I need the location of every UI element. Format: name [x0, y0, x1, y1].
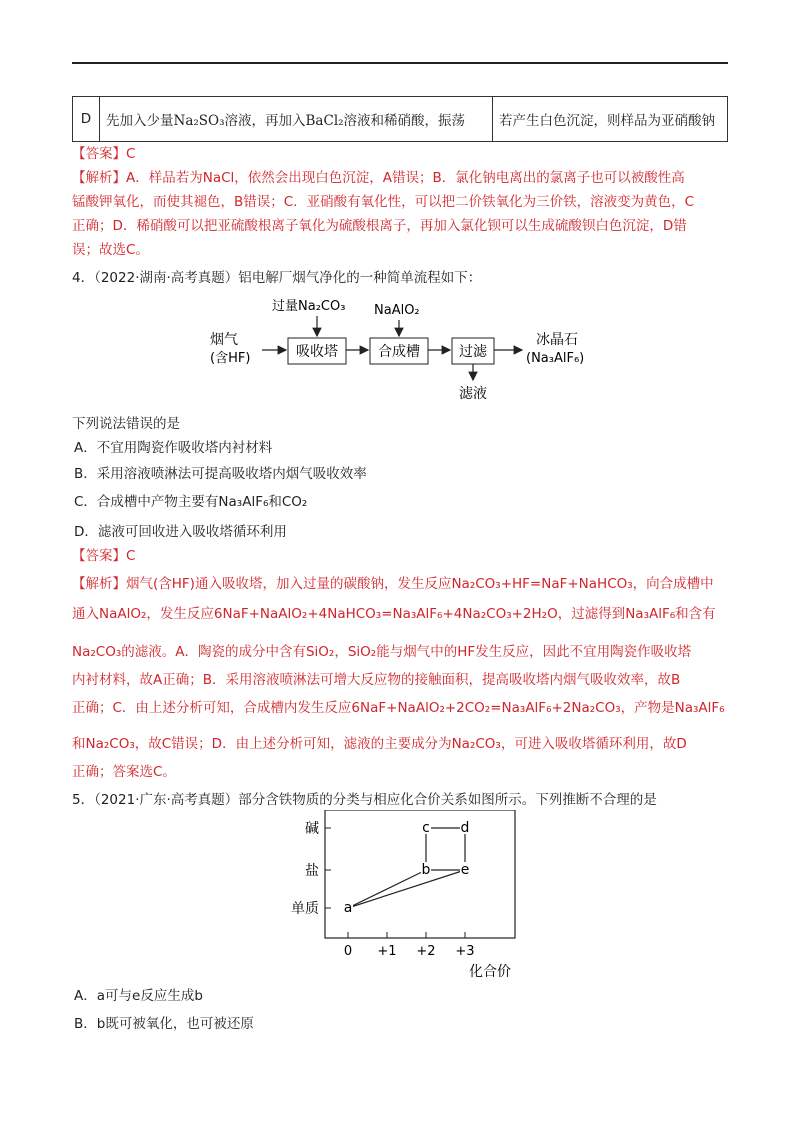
flow-output-sub: (Na₃AlF₆) [526, 351, 585, 366]
q4-analysis-line-7: 正确；答案选C。 [72, 764, 176, 780]
x-tick-label: +1 [377, 944, 397, 959]
analysis-text: 烟气(含HF)通入吸收塔，加入过量的碳酸钠，发生反应Na₂CO₃+HF=NaF+NaHCO₃，向合成槽中 [126, 576, 714, 592]
y-tick-label: 单质 [291, 901, 319, 917]
q4-question: 下列说法错误的是 [72, 416, 180, 432]
link-line [348, 870, 426, 908]
method-prefix: 先加入少量 [106, 113, 174, 129]
flow-box-absorber-label: 吸收塔 [296, 344, 338, 360]
q4-analysis-line-6: 和Na₂CO₃，故C错误；D．由上述分析可知，滤液的主要成分为Na₂CO₃，可进入吸收塔循环利用，故D [72, 736, 687, 752]
q5-option-a: A．a可与e反应生成b [74, 988, 203, 1004]
method-mid: 溶液，再加入 [224, 113, 306, 129]
flow-input-sub: (含HF) [210, 351, 251, 366]
flow-diagram [200, 290, 620, 405]
reagent-2: BaCl₂ [305, 113, 344, 129]
flow-input-label: 烟气 [210, 332, 238, 348]
y-tick-label: 碱 [305, 821, 319, 837]
q4-analysis-line-2: 通入NaAlO₂，发生反应6NaF+NaAlO₂+4NaHCO₃=Na₃AlF₆+4Na₂CO₃+2H₂O，过滤得到Na₃AlF₆和含有 [72, 606, 716, 622]
method-suffix: 溶液和稀硝酸，振荡 [343, 113, 466, 129]
q4-option-d: D．滤液可回收进入吸收塔循环利用 [74, 524, 287, 540]
header-rule [72, 62, 728, 64]
data-point-b: b [421, 862, 431, 878]
q4-analysis-line-4: 内衬材料，故A正确；B．采用溶液喷淋法可增大反应物的接触面积，提高吸收塔内烟气吸收效率，故B [72, 672, 681, 688]
flow-top-label-2: NaAlO₂ [374, 303, 420, 318]
x-axis-label: 化合价 [469, 964, 511, 980]
q4-analysis-line-3: Na₂CO₃的滤液。A．陶瓷的成分中含有SiO₂，SiO₂能与烟气中的HF发生反应，因此不宜用陶瓷作吸收塔 [72, 644, 692, 660]
q3-analysis-line-3: 正确；D．稀硝酸可以把亚硫酸根离子氧化为硫酸根离子，再加入氯化钡可以生成硫酸钡白色沉淀，D错 [72, 218, 687, 234]
data-point-a: a [343, 900, 353, 916]
iron-valence-chart [290, 810, 540, 982]
analysis-label: 【解析】 [72, 576, 126, 592]
flow-box-synth-label: 合成槽 [378, 344, 420, 360]
option-method [100, 97, 493, 142]
x-tick-label: +2 [416, 944, 436, 959]
link-line [348, 870, 465, 908]
option-d-table [72, 96, 728, 142]
analysis-label: 【解析】 [72, 170, 126, 186]
x-tick-label: 0 [343, 944, 353, 959]
flow-bottom-label: 滤液 [459, 386, 487, 402]
q4-analysis-line-1 [72, 574, 714, 594]
q4-option-b: B．采用溶液喷淋法可提高吸收塔内烟气吸收效率 [74, 466, 367, 482]
flow-box-filter-label: 过滤 [459, 344, 487, 360]
data-point-c: c [422, 820, 430, 836]
option-letter: D [73, 97, 100, 142]
option-result: 若产生白色沉淀，则样品为亚硝酸钠 [493, 97, 728, 142]
reagent-1: Na₂SO₃ [173, 113, 225, 129]
y-tick-label: 盐 [305, 863, 319, 879]
q4-option-c: C．合成槽中产物主要有Na₃AlF₆和CO₂ [74, 494, 308, 510]
table-row [73, 97, 728, 142]
plot-frame [325, 810, 515, 938]
q5-option-b: B．b既可被氧化，也可被还原 [74, 1016, 254, 1032]
q4-answer: 【答案】C [72, 548, 136, 564]
q5-stem: 5．（2021·广东·高考真题）部分含铁物质的分类与相应化合价关系如图所示。下列推断不合理的是 [72, 792, 657, 808]
q4-stem: 4．（2022·湖南·高考真题）铝电解厂烟气净化的一种简单流程如下： [72, 270, 482, 286]
q3-analysis-line-2: 锰酸钾氧化，而使其褪色，B错误；C．亚硝酸有氧化性，可以把二价铁氧化为三价铁，溶液变为黄色，C [72, 194, 695, 210]
flow-output-label: 冰晶石 [536, 332, 578, 348]
data-point-e: e [460, 862, 470, 878]
q3-answer: 【答案】C [72, 146, 136, 162]
q4-analysis-line-5: 正确；C．由上述分析可知，合成槽内发生反应6NaF+NaAlO₂+2CO₂=Na₃AlF₆+2Na₂CO₃，产物是Na₃AlF₆ [72, 700, 725, 716]
q4-option-a: A．不宜用陶瓷作吸收塔内衬材料 [74, 440, 273, 456]
analysis-text: A．样品若为NaCl，依然会出现白色沉淀，A错误；B．氯化钠电离出的氯离子也可以被酸性高 [126, 170, 685, 186]
q3-analysis-line-1 [72, 168, 685, 188]
flow-top-label-1: 过量Na₂CO₃ [272, 299, 346, 314]
q3-analysis-line-4: 误；故选C。 [72, 242, 149, 258]
data-point-d: d [460, 820, 470, 836]
x-tick-label: +3 [455, 944, 475, 959]
